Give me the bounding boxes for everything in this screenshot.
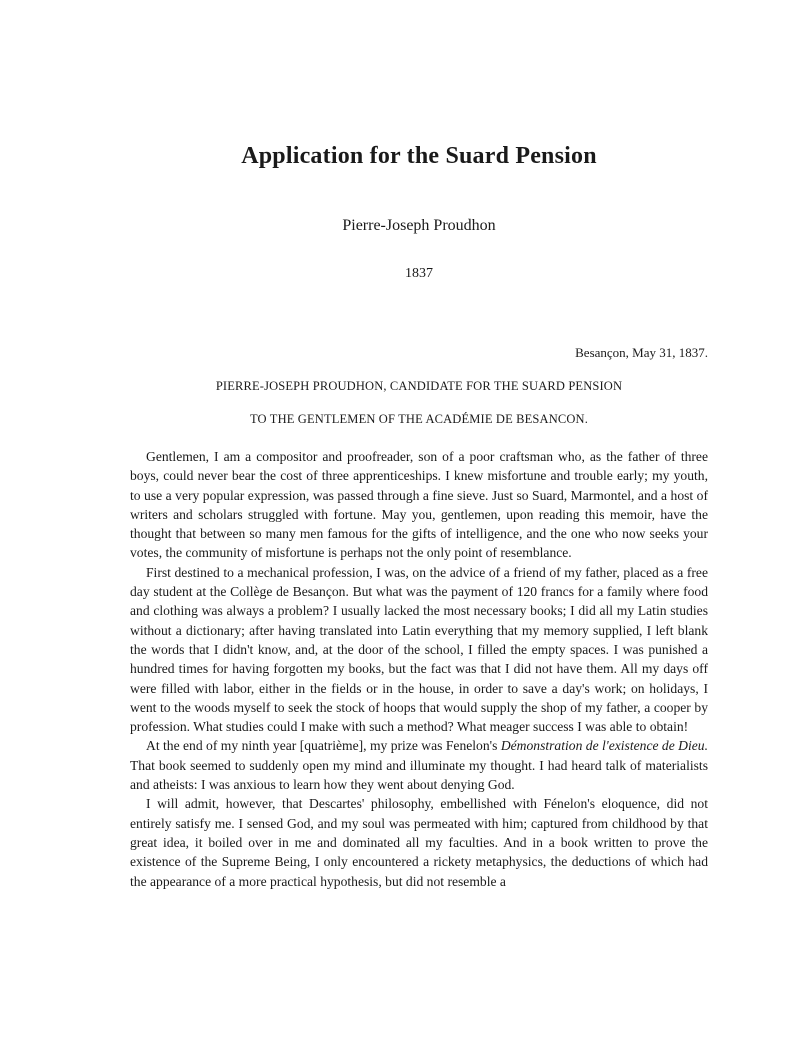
document-body [130, 447, 708, 891]
salutation-line-1: PIERRE-JOSEPH PROUDHON, CANDIDATE FOR THE SUARD PENSION [215, 379, 623, 393]
text-run: At the end of my ninth year [quatrième], my prize was Fenelon's [146, 738, 501, 754]
dateline: Besançon, May 31, 1837. [575, 345, 708, 360]
salutation-line-2: TO THE GENTLEMEN OF THE ACADÉMIE DE BESANCON. [250, 412, 588, 426]
paragraph [130, 736, 708, 794]
paragraph [130, 563, 708, 737]
paragraph [130, 794, 708, 890]
text-run: First destined to a mechanical profession, I was, on the advice of a friend of my father, placed as a free day student at the Collège de Besançon. But what was the payment of 120 francs for a family where food and clothing was always a problem? I usually lacked the most necessary books; I did all my Latin studies without a dictionary; after having translated into Latin everything that my memory supplied, I left blank the words that I didn't know, and, at the door of the school, I filled the empty spaces. I was punished a hundred times for having forgotten my books, but the fact was that I did not have them. All my days off were filled with labor, either in the fields or in the house, in order to save a day's work; on holidays, I went to the woods myself to seek the stock of hoops that would supply the shop of my father, a cooper by profession. What studies could I make with such a method? What meager success I was able to obtain! [130, 564, 708, 735]
text-run: That book seemed to suddenly open my mind and illuminate my thought. I had heard talk of materialists and atheists: I was anxious to learn how they went about denying God. [130, 757, 708, 793]
paragraph [130, 447, 708, 563]
text-block [130, 142, 708, 891]
document-year: 1837 [405, 266, 433, 281]
document-author: Pierre-Joseph Proudhon [342, 217, 496, 234]
text-run: Gentlemen, I am a compositor and proofreader, son of a poor craftsman who, as the father of three boys, could never bear the cost of three apprenticeships. I knew misfortune and trouble early; my youth, to use a very popular expression, was passed through a fine sieve. Just so Suard, Marmontel, and a host of writers and scholars struggled with fortune. May you, gentlemen, upon reading this memoir, have the thought that between so many men famous for the gifts of intelligence, and the one who now seeks your votes, the community of misfortune is perhaps not the only point of resemblance. [130, 449, 708, 561]
italic-text-run: Démonstration de l'existence de Dieu. [500, 738, 708, 754]
document-title: Application for the Suard Pension [241, 143, 597, 169]
text-run: I will admit, however, that Descartes' philosophy, embellished with Fénelon's eloquence, did not entirely satisfy me. I sensed God, and my soul was permeated with him; captured from childhood by that great idea, it boiled over in me and dominated all my faculties. And in a book written to prove the existence of the Supreme Being, I only encountered a rickety metaphysics, the deductions of which had the appearance of a more practical hypothesis, but did not resemble a [130, 796, 708, 889]
